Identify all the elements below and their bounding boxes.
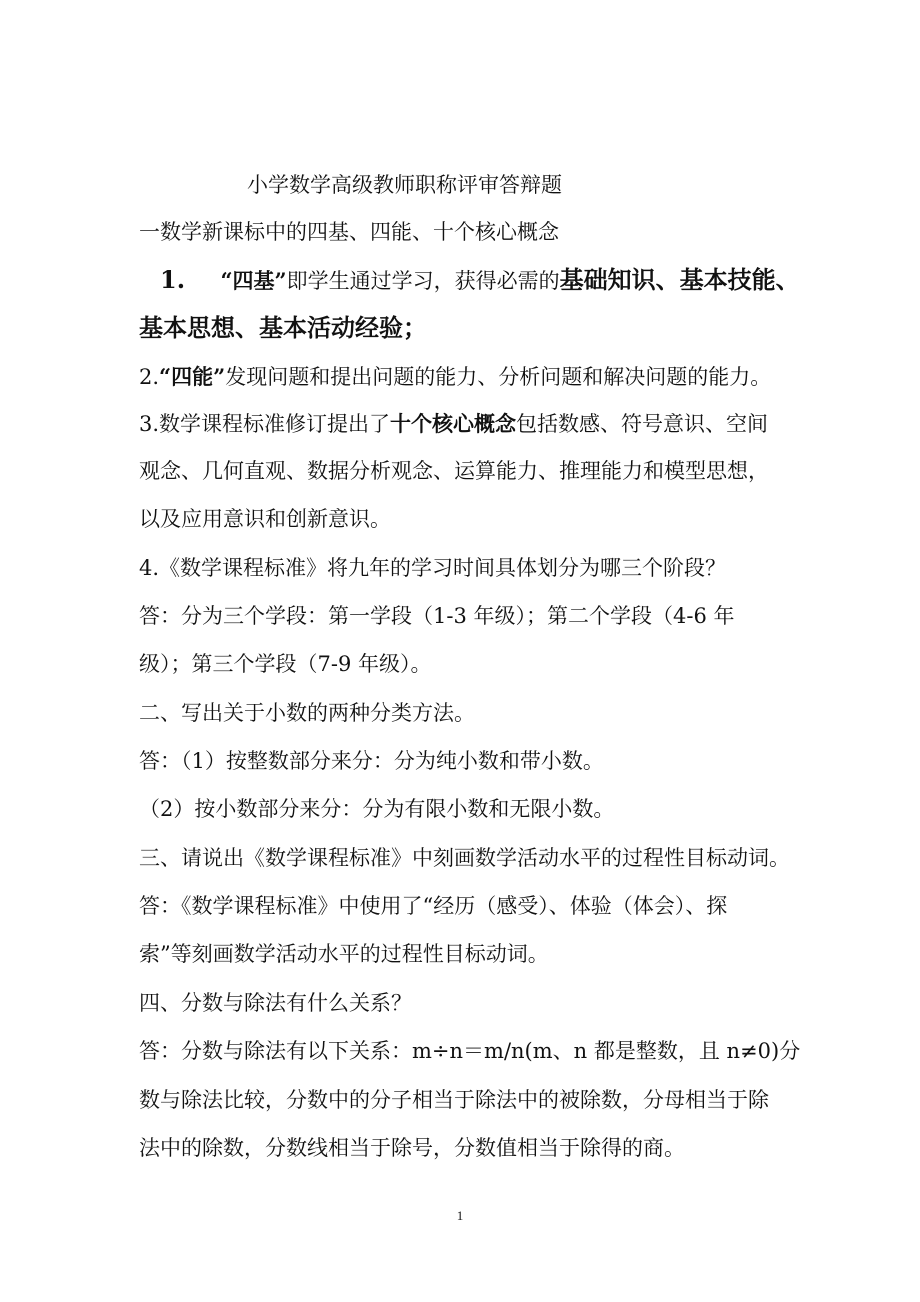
section-3-heading: 三、请说出《数学课程标准》中刻画数学活动水平的过程性目标动词。 bbox=[139, 846, 790, 870]
item-2 bbox=[139, 366, 771, 388]
item-3-line-3: 以及应用意识和创新意识。 bbox=[139, 507, 391, 531]
item-1-line-2: 基本思想、基本活动经验； bbox=[139, 313, 427, 342]
item-3-line-1 bbox=[139, 413, 768, 435]
section-3-answer-2: 索”等刻画数学活动水平的过程性目标动词。 bbox=[139, 942, 549, 966]
document-title: 小学数学高级教师职称评审答辩题 bbox=[247, 173, 562, 197]
item-4-question: 4.《数学课程标准》将九年的学习时间具体划分为哪三个阶段？ bbox=[139, 556, 727, 580]
item-2-text: 发现问题和提出问题的能力、分析问题和解决问题的能力。 bbox=[225, 365, 772, 389]
section-2-answer-1: 答：（1）按整数部分来分：分为纯小数和带小数。 bbox=[139, 749, 604, 773]
section-2-answer-2: （2）按小数部分来分：分为有限小数和无限小数。 bbox=[139, 797, 615, 821]
section-2-heading: 二、写出关于小数的两种分类方法。 bbox=[139, 701, 475, 725]
item-3-bold: 十个核心概念 bbox=[390, 411, 517, 436]
section-4-answer-2: 数与除法比较，分数中的分子相当于除法中的被除数，分母相当于除 bbox=[139, 1088, 769, 1112]
item-2-prefix: 2. bbox=[139, 365, 160, 389]
page-number: 1 bbox=[456, 1208, 464, 1223]
item-4-answer-2: 级）；第三个学段（7-9 年级）。 bbox=[139, 652, 432, 676]
section-1-heading: 一数学新课标中的四基、四能、十个核心概念 bbox=[139, 220, 559, 244]
item-2-term: “四能” bbox=[159, 364, 226, 389]
section-4-heading: 四、分数与除法有什么关系？ bbox=[139, 991, 412, 1015]
section-3-answer-1: 答：《数学课程标准》中使用了“经历（感受）、体验（体会）、探 bbox=[139, 894, 728, 918]
item-3-line-2: 观念、几何直观、数据分析观念、运算能力、推理能力和模型思想， bbox=[139, 459, 769, 483]
section-4-answer-3: 法中的除数，分数线相当于除号，分数值相当于除得的商。 bbox=[139, 1136, 685, 1160]
item-1-text: 即学生通过学习，获得必需的 bbox=[286, 269, 560, 293]
item-1-line-1 bbox=[160, 265, 800, 294]
item-4-answer-1: 答：分为三个学段：第一学段（1-3 年级）；第二个学段（4-6 年 bbox=[139, 604, 735, 628]
item-1-term: “四基” bbox=[220, 268, 287, 293]
item-3-prefix: 3.数学课程标准修订提出了 bbox=[139, 412, 391, 436]
section-4-answer-1: 答：分数与除法有以下关系：m÷n＝m/n(m、n 都是整数，且 n≠0)分 bbox=[139, 1039, 801, 1063]
item-1-bold-a: 基础知识、基本技能、 bbox=[559, 265, 800, 294]
item-3-suffix: 包括数感、符号意识、空间 bbox=[516, 412, 769, 436]
item-1-number: 1. bbox=[160, 265, 186, 294]
